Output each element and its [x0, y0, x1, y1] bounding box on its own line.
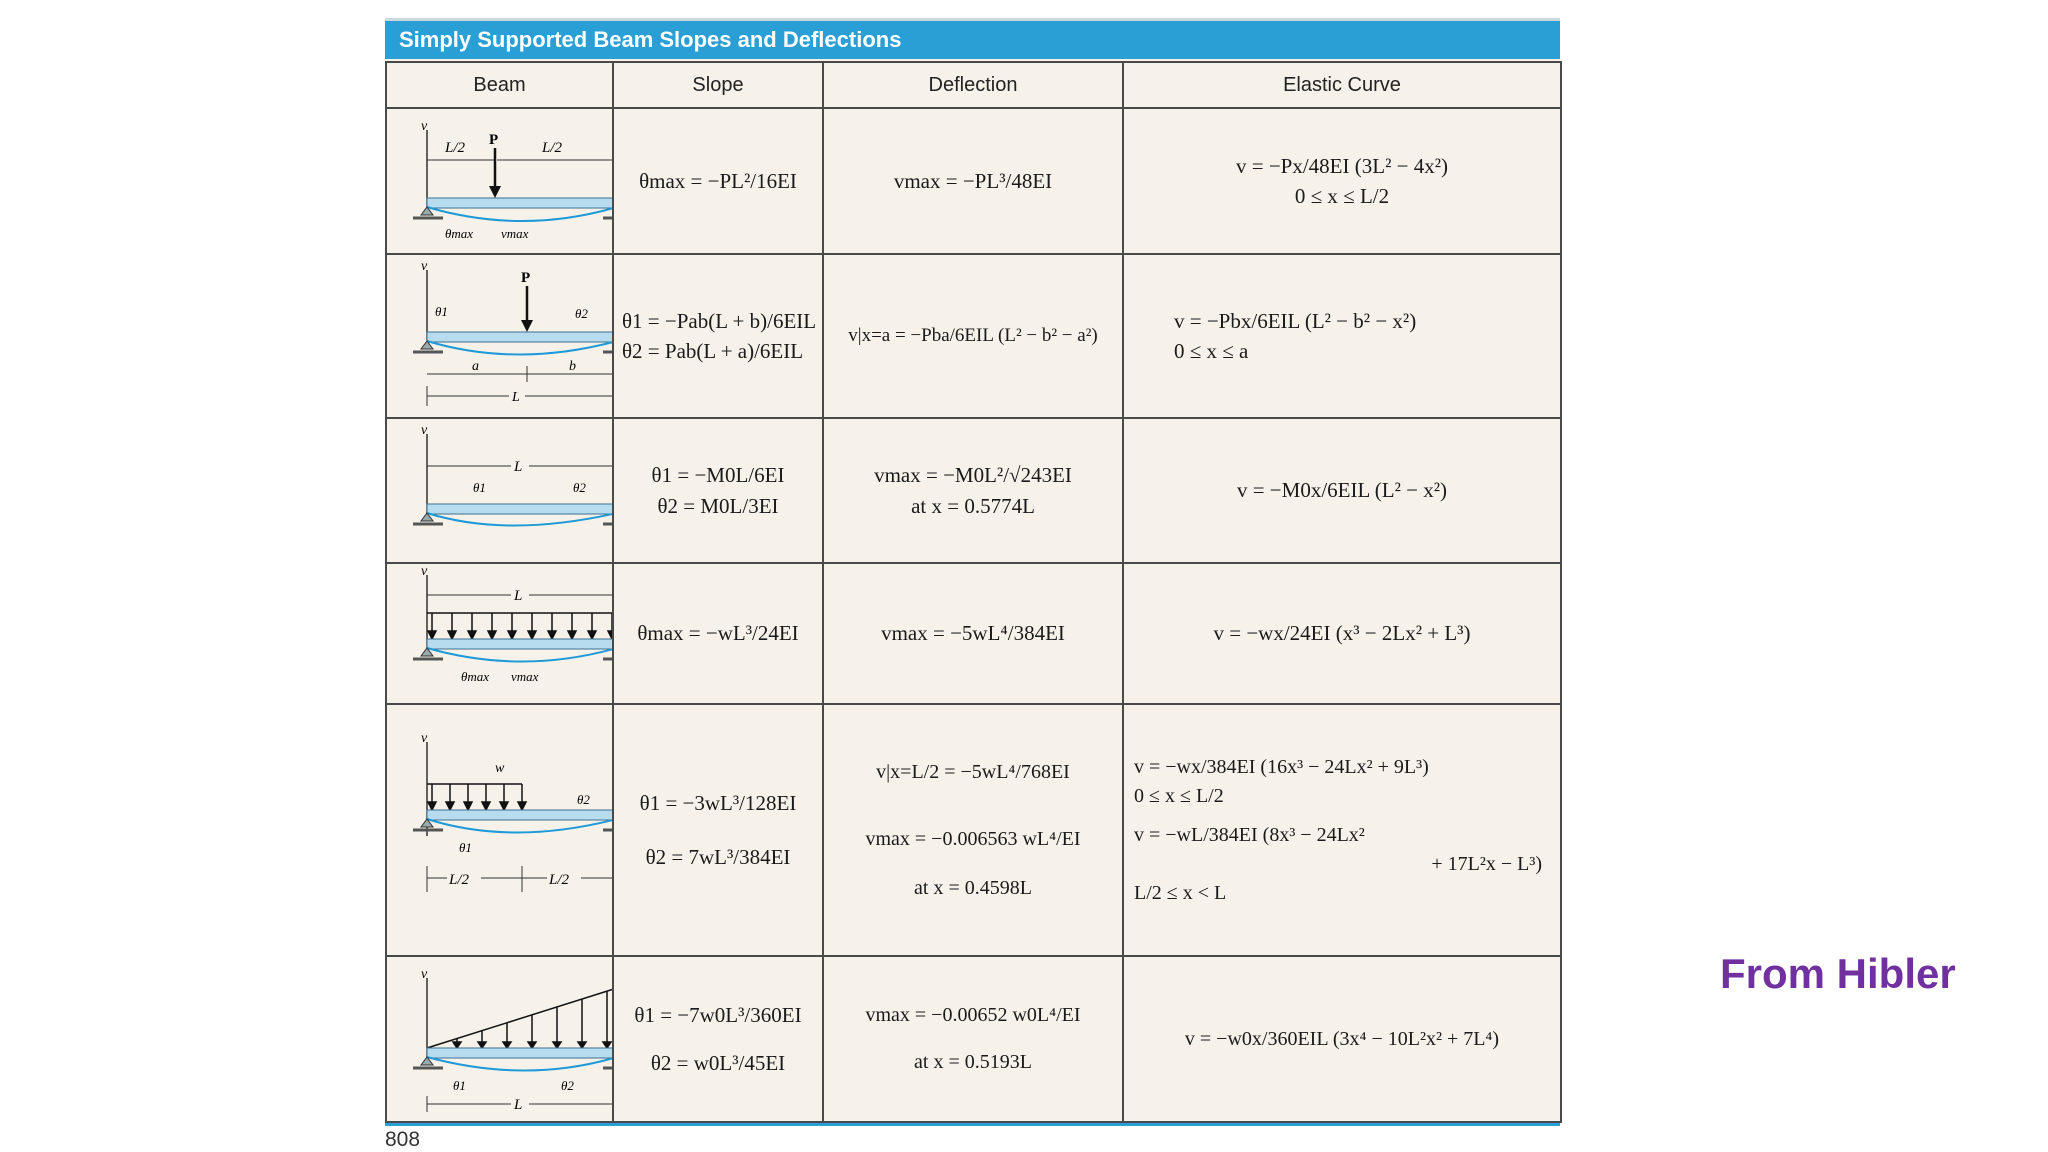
curve-formula: v = −w0x/360EIL (3x⁴ − 10L²x² + 7L⁴)	[1184, 1027, 1500, 1050]
beam-diagram-cell	[386, 254, 613, 418]
svg-text:P: P	[521, 270, 531, 286]
svg-text:θmax: θmax	[461, 669, 490, 684]
svg-text:vmax: vmax	[501, 226, 529, 241]
beam-diagram-end-moment	[387, 420, 612, 561]
beam-table-panel	[385, 18, 1560, 1126]
deflection-formula: vmax = −5wL⁴/384EI	[881, 621, 1065, 646]
deflection-cell	[823, 108, 1123, 254]
svg-text:θ2: θ2	[577, 792, 590, 807]
curve-domain-second-half: L/2 ≤ x < L	[1134, 881, 1227, 904]
slope-formula-theta2: θ2 = Pab(L + a)/6EIL	[622, 339, 804, 363]
table-title: Simply Supported Beam Slopes and Deflections	[385, 21, 1560, 59]
half-load-arrows	[428, 784, 526, 810]
beam-diagram-cell	[386, 563, 613, 704]
slope-cell	[613, 418, 823, 563]
svg-text:v: v	[421, 565, 428, 579]
beam-diagram-cell	[386, 704, 613, 956]
deflection-max-formula: vmax = −0.006563 wL⁴/EI	[865, 827, 1081, 850]
header-slope: Slope	[613, 62, 823, 108]
deflection-location: at x = 0.4598L	[914, 876, 1032, 899]
source-credit: From Hibler	[1720, 950, 1956, 997]
curve-domain: 0 ≤ x ≤ a	[1174, 339, 1249, 363]
svg-text:v: v	[421, 423, 428, 438]
svg-text:θmax: θmax	[445, 226, 474, 241]
svg-text:b: b	[569, 359, 576, 374]
table-row	[386, 563, 1561, 704]
page-number: 808	[385, 1128, 421, 1151]
slope-cell	[613, 108, 823, 254]
svg-text:P: P	[489, 132, 499, 148]
deflection-formula: vmax = −M0L²/√243EI	[874, 463, 1072, 488]
slope-formula: θmax = −wL³/24EI	[637, 621, 799, 646]
svg-text:v: v	[421, 967, 428, 982]
svg-text:v: v	[421, 731, 428, 746]
svg-text:θ1: θ1	[473, 480, 486, 495]
curve-formula: v = −Px/48EI (3L² − 4x²)	[1235, 153, 1449, 178]
svg-text:L/2: L/2	[549, 872, 570, 888]
svg-text:θ2: θ2	[561, 1078, 574, 1093]
deflection-formula: v|x=a = −Pba/6EIL (L² − b² − a²)	[848, 325, 1098, 347]
deflection-formula: vmax = −PL³/48EI	[893, 168, 1053, 193]
curve-formula-second-half-cont: + 17L²x − L³)	[1431, 852, 1542, 875]
elastic-curve-cell	[1123, 704, 1561, 956]
svg-text:a: a	[472, 359, 479, 374]
slope-formula-theta1: θ1 = −7w0L³/360EI	[634, 1002, 802, 1027]
deflection-midspan-formula: v|x=L/2 = −5wL⁴/768EI	[876, 760, 1070, 783]
beam-diagram-uniform-load	[387, 565, 612, 702]
curve-formula-first-half: v = −wx/384EI (16x³ − 24Lx² + 9L³)	[1134, 755, 1429, 778]
curve-formula: v = −M0x/6EIL (L² − x²)	[1236, 478, 1448, 503]
elastic-curve-cell	[1123, 254, 1561, 418]
slope-formula-theta2: θ2 = M0L/3EI	[657, 493, 779, 518]
table-header-row	[386, 62, 1561, 108]
svg-text:L: L	[514, 1097, 523, 1113]
slope-cell	[613, 956, 823, 1122]
curve-formula-second-half: v = −wL/384EI (8x³ − 24Lx²	[1134, 823, 1365, 846]
deflection-cell	[823, 418, 1123, 563]
svg-text:θ1: θ1	[453, 1078, 466, 1093]
svg-text:L/2: L/2	[445, 140, 466, 156]
deflection-cell	[823, 254, 1123, 418]
curve-domain-first-half: 0 ≤ x ≤ L/2	[1134, 784, 1224, 807]
curve-domain: 0 ≤ x ≤ L/2	[1294, 184, 1390, 208]
slope-formula-theta1: θ1 = −Pab(L + b)/6EIL	[622, 308, 817, 333]
table-row	[386, 254, 1561, 418]
slope-cell	[613, 563, 823, 704]
beam-diagram-cell	[386, 956, 613, 1122]
svg-text:θ1: θ1	[459, 840, 472, 855]
elastic-curve-cell	[1123, 418, 1561, 563]
svg-text:L: L	[512, 390, 520, 405]
deflection-cell	[823, 704, 1123, 956]
beam-diagram-cell	[386, 108, 613, 254]
curve-formula: v = −wx/24EI (x³ − 2Lx² + L³)	[1213, 621, 1471, 646]
beam-table	[385, 61, 1562, 1123]
elastic-curve-cell	[1123, 108, 1561, 254]
slope-formula-theta1: θ1 = −M0L/6EI	[651, 463, 785, 488]
uniform-load-arrows	[428, 613, 612, 639]
curve-formula: v = −Pbx/6EIL (L² − b² − x²)	[1174, 308, 1417, 333]
svg-text:w: w	[495, 761, 505, 776]
header-beam: Beam	[386, 62, 613, 108]
svg-text:θ2: θ2	[573, 480, 586, 495]
deflection-cell	[823, 563, 1123, 704]
beam-diagram-cell	[386, 418, 613, 563]
svg-text:L: L	[514, 588, 523, 604]
beam-diagram-center-load	[387, 110, 612, 252]
elastic-curve-cell	[1123, 563, 1561, 704]
deflection-location: at x = 0.5774L	[911, 493, 1035, 518]
svg-text:L/2: L/2	[449, 872, 470, 888]
slope-formula-theta2: θ2 = 7wL³/384EI	[645, 845, 791, 869]
header-elastic-curve: Elastic Curve	[1123, 62, 1561, 108]
deflection-location: at x = 0.5193L	[914, 1051, 1032, 1073]
beam-diagram-triangular-load	[387, 958, 612, 1120]
slope-formula-theta1: θ1 = −3wL³/128EI	[639, 790, 797, 815]
svg-text:L/2: L/2	[542, 140, 563, 156]
elastic-curve-cell	[1123, 956, 1561, 1122]
svg-text:vmax: vmax	[511, 669, 539, 684]
beam-diagram-half-uniform-load	[387, 706, 612, 954]
deflection-formula: vmax = −0.00652 w0L⁴/EI	[865, 1004, 1081, 1026]
slope-formula-theta2: θ2 = w0L³/45EI	[650, 1051, 786, 1075]
slope-cell	[613, 704, 823, 956]
table-row	[386, 108, 1561, 254]
slope-cell	[613, 254, 823, 418]
table-row	[386, 704, 1561, 956]
triangular-load-arrows	[453, 991, 611, 1048]
deflection-cell	[823, 956, 1123, 1122]
svg-text:v: v	[421, 259, 428, 274]
slope-formula: θmax = −PL²/16EI	[639, 168, 797, 193]
svg-text:θ1: θ1	[435, 304, 448, 319]
table-row	[386, 956, 1561, 1122]
svg-text:θ2: θ2	[575, 306, 588, 321]
table-row	[386, 418, 1561, 563]
beam-diagram-offset-load	[387, 256, 612, 416]
svg-text:v: v	[421, 119, 428, 134]
svg-text:L: L	[514, 459, 523, 475]
header-deflection: Deflection	[823, 62, 1123, 108]
